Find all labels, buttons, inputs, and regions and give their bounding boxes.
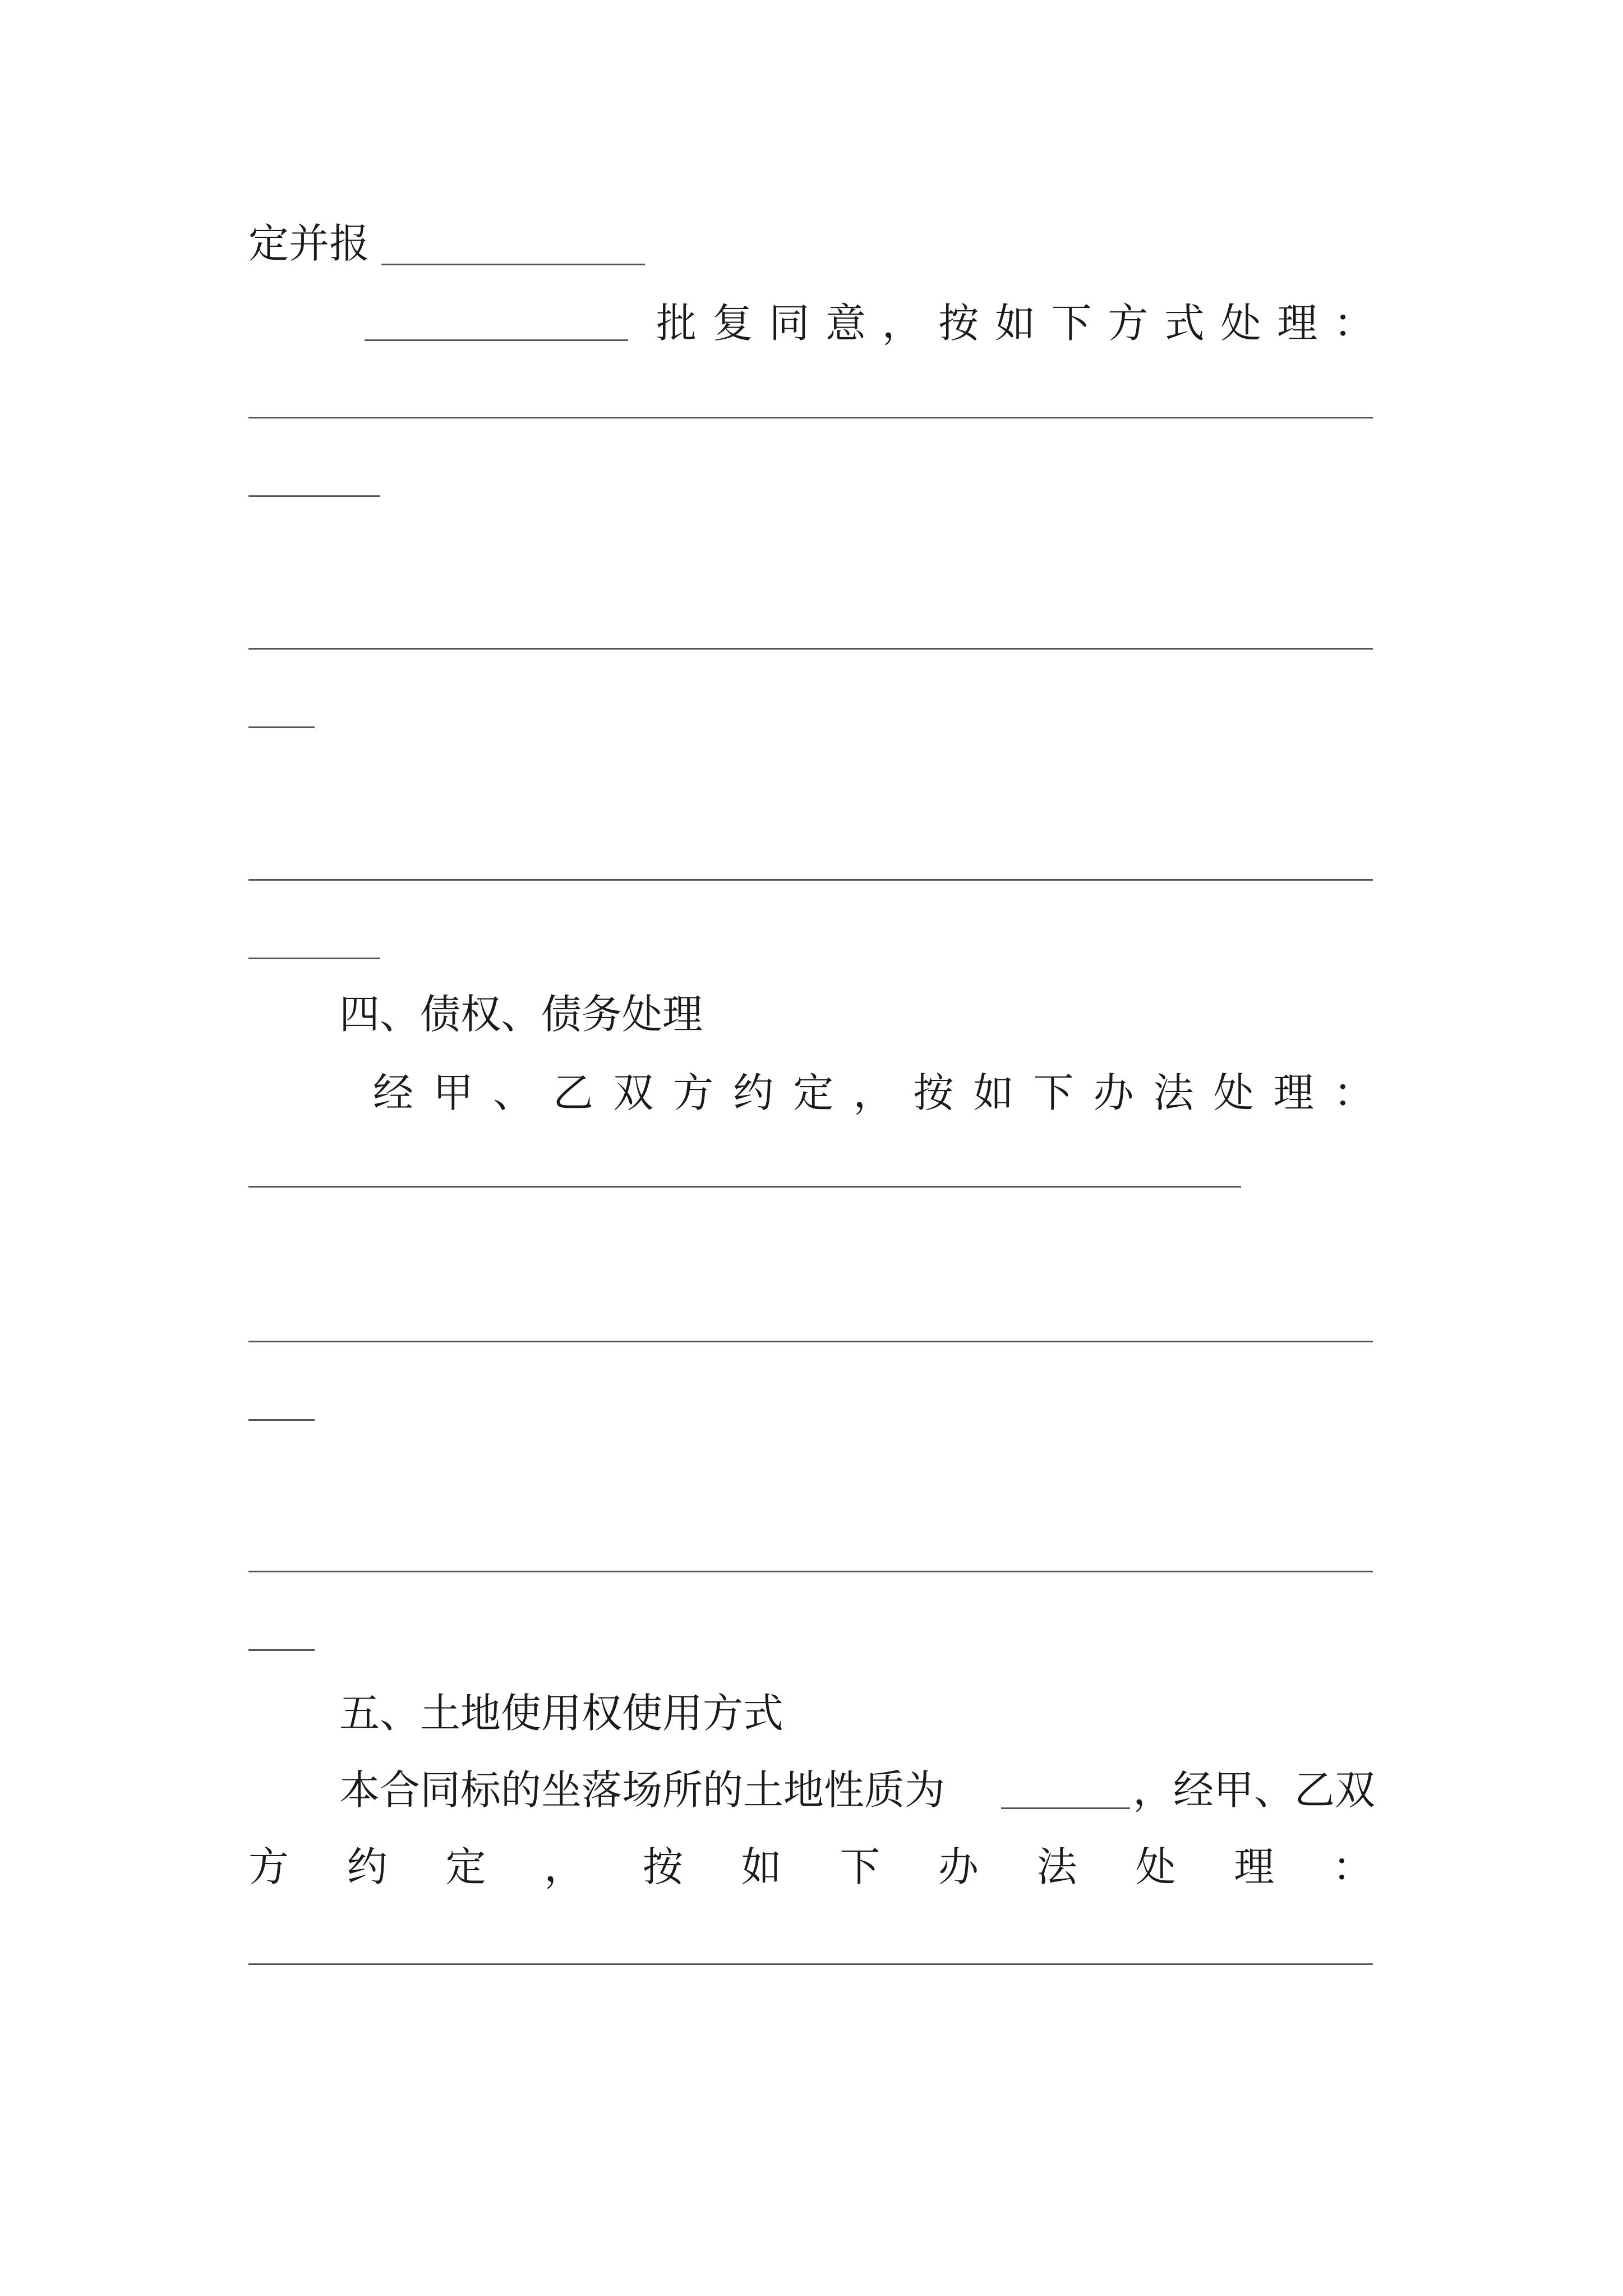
blank-underline <box>381 264 645 265</box>
blank-line <box>248 1186 1241 1188</box>
char: 、 <box>493 1069 534 1116</box>
char: ， <box>544 1843 585 1890</box>
paragraph-text: ，经甲、乙双 <box>1133 1766 1376 1814</box>
paragraph-text: 定并报 <box>248 220 370 267</box>
char: 按 <box>642 1843 683 1890</box>
blank-line <box>248 417 1373 418</box>
char: 约 <box>733 1069 774 1116</box>
char: 办 <box>938 1843 979 1890</box>
char: ， <box>853 1069 894 1116</box>
char: 法 <box>1153 1069 1194 1116</box>
blank-underline <box>365 339 628 341</box>
char: 经 <box>373 1069 414 1116</box>
char: 如 <box>741 1843 782 1890</box>
paragraph-spread-line <box>656 300 1374 347</box>
char: 处 <box>1135 1843 1176 1890</box>
char: 下 <box>840 1843 880 1890</box>
paragraph-spread-line <box>248 1843 1373 1890</box>
char: 约 <box>347 1843 388 1890</box>
char: ： <box>1332 1843 1373 1890</box>
char: 理 <box>1234 1843 1275 1890</box>
blank-line <box>248 879 1373 881</box>
char: ： <box>1333 300 1374 347</box>
char: 处 <box>1220 300 1261 347</box>
char: 下 <box>1051 300 1092 347</box>
char: 定 <box>793 1069 834 1116</box>
char: 如 <box>994 300 1035 347</box>
char: 乙 <box>553 1069 594 1116</box>
paragraph-text: 本合同标的坐落场所的土地性质为 <box>339 1766 946 1814</box>
char: 双 <box>613 1069 654 1116</box>
char: 同 <box>769 300 810 347</box>
blank-line <box>248 1341 1373 1342</box>
paragraph-spread-line <box>373 1069 1374 1116</box>
blank-line-tail <box>248 495 380 497</box>
char: 法 <box>1036 1843 1077 1890</box>
blank-line <box>248 648 1373 650</box>
char: ， <box>882 300 923 347</box>
blank-line-tail <box>248 1419 315 1421</box>
char: 甲 <box>433 1069 474 1116</box>
char: 按 <box>913 1069 954 1116</box>
char: 处 <box>1213 1069 1254 1116</box>
blank-line-tail <box>248 958 380 959</box>
char: 办 <box>1093 1069 1134 1116</box>
char: 式 <box>1164 300 1205 347</box>
blank-line <box>248 1963 1373 1965</box>
char: 理 <box>1273 1069 1314 1116</box>
blank-underline <box>1001 1807 1130 1809</box>
char: 如 <box>973 1069 1014 1116</box>
char: 方 <box>673 1069 714 1116</box>
blank-line-tail <box>248 726 315 728</box>
char: 方 <box>248 1843 289 1890</box>
char: 复 <box>712 300 753 347</box>
char: 方 <box>1108 300 1149 347</box>
section-heading: 四、债权、债务处理 <box>339 991 703 1038</box>
char: 定 <box>445 1843 486 1890</box>
char: 下 <box>1033 1069 1074 1116</box>
char: 意 <box>825 300 866 347</box>
char: 批 <box>656 300 697 347</box>
section-heading: 五、土地使用权使用方式 <box>339 1690 784 1737</box>
blank-line-tail <box>248 1649 315 1651</box>
char: 按 <box>938 300 979 347</box>
char: 理 <box>1277 300 1318 347</box>
char: ： <box>1333 1069 1374 1116</box>
blank-line <box>248 1571 1373 1572</box>
